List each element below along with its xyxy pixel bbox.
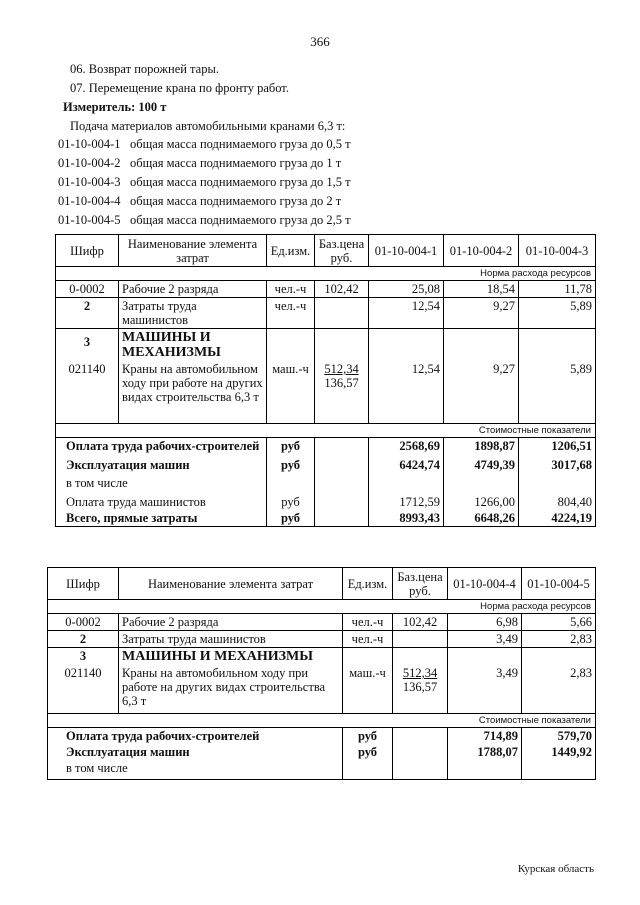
row-value: 25,08: [369, 281, 444, 298]
row-value: 5,89: [519, 298, 596, 329]
code-line: [58, 213, 351, 228]
measure-unit: Измеритель: 100 т: [63, 100, 167, 114]
table-header-row: [56, 235, 596, 267]
row-value: 2,83: [522, 631, 596, 648]
cost-row: [48, 744, 596, 760]
cost-name: Эксплуатация машин: [56, 454, 267, 473]
row-value: 12,54: [369, 298, 444, 329]
cost-value: 1788,07: [448, 744, 522, 760]
header-col: 01-10-004-1: [369, 235, 444, 267]
group-code: 3: [48, 648, 119, 666]
cost-label: Стоимостные показатели: [48, 713, 596, 727]
price-base: 512,34: [324, 362, 359, 376]
cost-row: [56, 454, 596, 473]
cost-name: Оплата труда рабочих-строителей: [48, 727, 343, 744]
empty-cell: [393, 760, 448, 780]
machines-group-row: [56, 329, 596, 362]
row-price: [315, 298, 369, 329]
norm-label-row: [48, 600, 596, 614]
row-code: 2: [48, 631, 119, 648]
empty-cell: [393, 744, 448, 760]
cost-value: 1712,59: [369, 491, 444, 510]
empty-cell: [315, 329, 369, 362]
empty-cell: [315, 473, 369, 491]
cost-value: 6648,26: [444, 510, 519, 527]
norm-label: Норма расхода ресурсов: [48, 600, 596, 614]
row-code: 021140: [48, 665, 119, 713]
intro-item-06: 06. Возврат порожней тары.: [70, 62, 219, 76]
empty-cell: [267, 473, 315, 491]
machines-group-row: [48, 648, 596, 666]
footer-region: Курская область: [517, 863, 594, 875]
empty-cell: [315, 437, 369, 454]
cost-unit: руб: [267, 454, 315, 473]
row-value: 18,54: [444, 281, 519, 298]
cost-value: 4224,19: [519, 510, 596, 527]
cost-value: 1898,87: [444, 437, 519, 454]
empty-cell: [343, 760, 393, 780]
cost-label-row: [48, 713, 596, 727]
empty-cell: [522, 760, 596, 780]
code-number: 01-10-004-5: [58, 213, 121, 227]
group-code: 3: [56, 329, 119, 362]
cost-value: 714,89: [448, 727, 522, 744]
row-code: 021140: [56, 361, 119, 423]
cost-name: Всего, прямые затраты: [56, 510, 267, 527]
row-value: 5,89: [519, 361, 596, 423]
header-price: Баз.цена руб.: [315, 235, 369, 267]
row-value: 3,49: [448, 631, 522, 648]
header-col: 01-10-004-2: [444, 235, 519, 267]
empty-cell: [522, 648, 596, 666]
row-value: 6,98: [448, 614, 522, 631]
empty-cell: [315, 510, 369, 527]
code-text: общая масса поднимаемого груза до 2 т: [130, 194, 342, 208]
empty-cell: [393, 727, 448, 744]
cost-value: 3017,68: [519, 454, 596, 473]
header-col: 01-10-004-4: [448, 568, 522, 600]
header-name: Наименование элемента затрат: [119, 568, 343, 600]
cost-value: 2568,69: [369, 437, 444, 454]
header-col: 01-10-004-5: [522, 568, 596, 600]
row-name: Рабочие 2 разряда: [119, 614, 343, 631]
cost-name: Оплата труда машинистов: [56, 491, 267, 510]
group-title: МАШИНЫ И МЕХАНИЗМЫ: [119, 329, 267, 362]
row-unit: маш.-ч: [267, 361, 315, 423]
row-price: [393, 631, 448, 648]
cost-value: 579,70: [522, 727, 596, 744]
row-value: 5,66: [522, 614, 596, 631]
row-name: Краны на автомобильном ходу при работе на других видах строительства 6,3 т: [119, 665, 343, 713]
table-row: [48, 665, 596, 713]
cost-value: 4749,39: [444, 454, 519, 473]
row-price: [315, 361, 369, 423]
cost-row: [56, 491, 596, 510]
row-value: 11,78: [519, 281, 596, 298]
row-price: [393, 665, 448, 713]
cost-name: в том числе: [56, 473, 267, 491]
row-unit: чел.-ч: [267, 298, 315, 329]
cost-row: [56, 510, 596, 527]
code-number: 01-10-004-3: [58, 175, 121, 189]
cost-name: в том числе: [48, 760, 343, 780]
empty-cell: [369, 329, 444, 362]
empty-cell: [315, 454, 369, 473]
page-number: 366: [310, 34, 330, 49]
cost-unit: руб: [343, 744, 393, 760]
row-price: 102,42: [315, 281, 369, 298]
cost-unit: руб: [267, 437, 315, 454]
resource-table-2: [47, 567, 596, 780]
cost-unit: руб: [343, 727, 393, 744]
code-text: общая масса поднимаемого груза до 0,5 т: [130, 137, 351, 151]
table-row: [56, 298, 596, 329]
cost-value: 1449,92: [522, 744, 596, 760]
header-unit: Ед.изм.: [267, 235, 315, 267]
header-code: Шифр: [56, 235, 119, 267]
cost-value: 1206,51: [519, 437, 596, 454]
empty-cell: [267, 329, 315, 362]
row-price: 102,42: [393, 614, 448, 631]
row-unit: чел.-ч: [343, 614, 393, 631]
cost-row: [48, 727, 596, 744]
table-row: [56, 361, 596, 423]
cost-row: [48, 760, 596, 780]
row-value: 2,83: [522, 665, 596, 713]
price-wages: 136,57: [324, 376, 359, 390]
header-unit: Ед.изм.: [343, 568, 393, 600]
code-line: [58, 156, 341, 171]
header-price: Баз.цена руб.: [393, 568, 448, 600]
header-name: Наименование элемента затрат: [119, 235, 267, 267]
row-code: 0-0002: [48, 614, 119, 631]
empty-cell: [444, 473, 519, 491]
header-col: 01-10-004-3: [519, 235, 596, 267]
header-code: Шифр: [48, 568, 119, 600]
price-wages: 136,57: [402, 680, 438, 694]
row-name: Затраты труда машинистов: [119, 631, 343, 648]
code-text: общая масса поднимаемого груза до 2,5 т: [130, 213, 351, 227]
cost-name: Эксплуатация машин: [48, 744, 343, 760]
cost-value: 1266,00: [444, 491, 519, 510]
cost-row: [56, 473, 596, 491]
code-number: 01-10-004-1: [58, 137, 121, 151]
group-title: МАШИНЫ И МЕХАНИЗМЫ: [119, 648, 343, 666]
cost-value: 6424,74: [369, 454, 444, 473]
code-line: [58, 137, 351, 152]
row-name: Краны на автомобильном ходу при работе на других видах строительства 6,3 т: [119, 361, 267, 423]
cost-label-row: [56, 423, 596, 437]
cost-name: Оплата труда рабочих-строителей: [56, 437, 267, 454]
empty-cell: [444, 329, 519, 362]
table-header-row: [48, 568, 596, 600]
table-row: [48, 631, 596, 648]
resource-table-1: [55, 234, 596, 527]
cost-value: 8993,43: [369, 510, 444, 527]
row-value: 3,49: [448, 665, 522, 713]
intro-item-07: 07. Перемещение крана по фронту работ.: [70, 81, 289, 95]
empty-cell: [519, 473, 596, 491]
code-number: 01-10-004-2: [58, 156, 121, 170]
empty-cell: [315, 491, 369, 510]
cost-value: 804,40: [519, 491, 596, 510]
table-row: [48, 614, 596, 631]
cost-unit: руб: [267, 510, 315, 527]
empty-cell: [369, 473, 444, 491]
row-unit: чел.-ч: [343, 631, 393, 648]
empty-cell: [448, 760, 522, 780]
code-line: [58, 175, 351, 190]
row-unit: маш.-ч: [343, 665, 393, 713]
code-text: общая масса поднимаемого груза до 1,5 т: [130, 175, 351, 189]
row-value: 12,54: [369, 361, 444, 423]
empty-cell: [343, 648, 393, 666]
price-base: 512,34: [402, 666, 438, 680]
row-code: 2: [56, 298, 119, 329]
supply-description: Подача материалов автомобильными кранами 6,3 т:: [70, 119, 346, 133]
row-code: 0-0002: [56, 281, 119, 298]
norm-label: Норма расхода ресурсов: [56, 267, 596, 281]
code-text: общая масса поднимаемого груза до 1 т: [130, 156, 342, 170]
norm-label-row: [56, 267, 596, 281]
row-name: Рабочие 2 разряда: [119, 281, 267, 298]
row-value: 9,27: [444, 298, 519, 329]
code-number: 01-10-004-4: [58, 194, 121, 208]
cost-unit: руб: [267, 491, 315, 510]
code-line: [58, 194, 341, 209]
empty-cell: [393, 648, 448, 666]
row-unit: чел.-ч: [267, 281, 315, 298]
row-value: 9,27: [444, 361, 519, 423]
table-row: [56, 281, 596, 298]
empty-cell: [448, 648, 522, 666]
cost-row: [56, 437, 596, 454]
row-name: Затраты труда машинистов: [119, 298, 267, 329]
cost-label: Стоимостные показатели: [56, 423, 596, 437]
empty-cell: [519, 329, 596, 362]
